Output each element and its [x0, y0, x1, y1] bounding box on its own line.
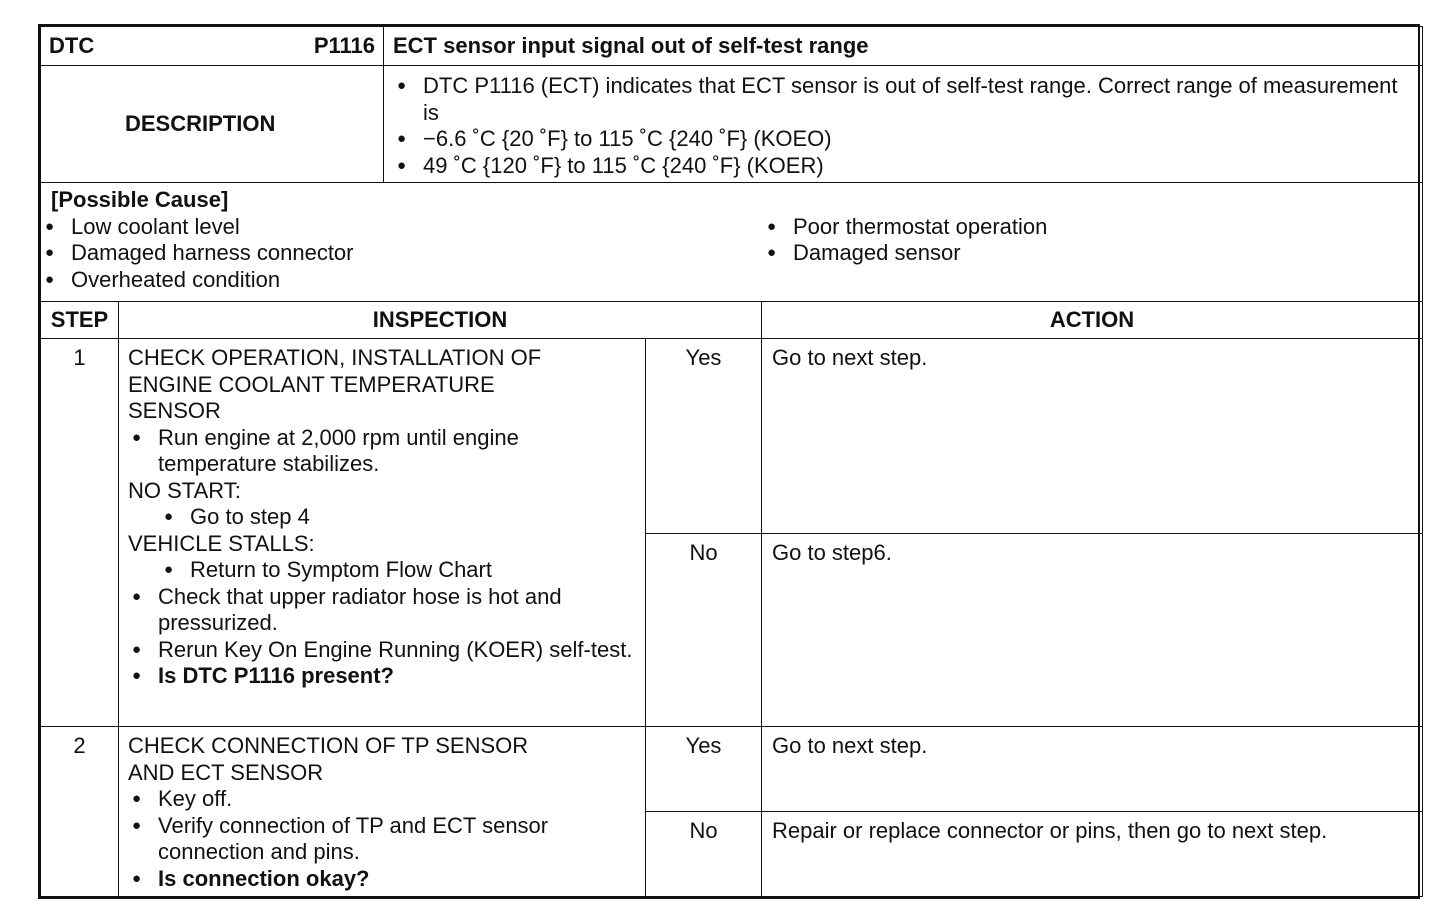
yes-label: Yes — [646, 339, 762, 534]
step-inspection-list — [128, 786, 637, 892]
step-title-line: AND ECT SENSOR — [128, 759, 324, 785]
description-item: ● DTC P1116 (ECT) indicates that ECT sensor is out of self-test range. Correct range of measurement is — [393, 73, 1414, 126]
inspection-item: ● Key off. — [128, 786, 637, 813]
inspection-subitem: ● Return to Symptom Flow Chart — [128, 557, 637, 584]
cause-item: ● Overheated condition — [41, 267, 763, 294]
step-inspection-list — [128, 425, 637, 478]
step-title-line: ENGINE COOLANT TEMPERATURE — [128, 371, 495, 397]
header-row — [41, 27, 1423, 66]
dtc-table — [40, 26, 1423, 897]
description-label: DESCRIPTION — [41, 66, 384, 183]
cause-item: ● Damaged sensor — [763, 240, 1414, 267]
no-label: No — [646, 812, 762, 897]
description-item: ● 49 ˚C {120 ˚F} to 115 ˚C {240 ˚F} (KOER) — [393, 153, 1414, 180]
dtc-id-cell — [41, 27, 384, 66]
inspection-question: ● Is DTC P1116 present? — [128, 663, 637, 690]
description-list — [393, 73, 1414, 179]
inspection-question: ● Is connection okay? — [128, 866, 637, 893]
dtc-sheet — [38, 24, 1420, 899]
step-row — [41, 339, 1423, 534]
inspection-item: ● Rerun Key On Engine Running (KOER) self-test. — [128, 637, 637, 664]
step-inspection — [119, 339, 646, 727]
step-title-line: SENSOR — [128, 398, 221, 423]
possible-cause-right-list — [763, 214, 1414, 294]
description-row — [41, 66, 1423, 183]
possible-cause-row — [41, 183, 1423, 302]
inspection-subheading: VEHICLE STALLS: — [128, 530, 315, 556]
column-header-row — [41, 302, 1423, 339]
inspection-subheading: NO START: — [128, 477, 241, 503]
step-inspection — [119, 727, 646, 897]
yes-label: Yes — [646, 727, 762, 812]
possible-cause-heading: [Possible Cause] — [51, 187, 229, 212]
inspection-sublist — [128, 504, 637, 531]
step-number: 2 — [41, 727, 119, 897]
yes-action: Go to next step. — [762, 339, 1423, 534]
description-content — [384, 66, 1423, 183]
dtc-code: P1116 — [313, 32, 375, 58]
step-title-line: CHECK OPERATION, INSTALLATION OF — [128, 345, 542, 370]
dtc-label: DTC — [49, 32, 95, 58]
inspection-item: ● Run engine at 2,000 rpm until engine temperature stabilizes. — [128, 425, 637, 478]
step-inspection-list — [128, 584, 637, 690]
step-title-line: CHECK CONNECTION OF TP SENSOR — [128, 733, 529, 758]
no-action: Repair or replace connector or pins, then go to next step. — [762, 812, 1423, 897]
inspection-item: ● Verify connection of TP and ECT sensor connection and pins. — [128, 813, 637, 866]
cause-item: ● Poor thermostat operation — [763, 214, 1414, 241]
dtc-title: ECT sensor input signal out of self-test range — [384, 27, 1423, 66]
column-header-step: STEP — [41, 302, 119, 339]
cause-item: ● Low coolant level — [41, 214, 763, 241]
inspection-item: ● Check that upper radiator hose is hot and pressurized. — [128, 584, 637, 637]
step-row — [41, 727, 1423, 812]
no-action: Go to step6. — [762, 534, 1423, 727]
column-header-inspection: INSPECTION — [119, 302, 762, 339]
yes-action: Go to next step. — [762, 727, 1423, 812]
possible-cause-cell — [41, 183, 1423, 302]
cause-item: ● Damaged harness connector — [41, 240, 763, 267]
no-label: No — [646, 534, 762, 727]
column-header-action: ACTION — [762, 302, 1423, 339]
inspection-subitem: ● Go to step 4 — [128, 504, 637, 531]
possible-cause-left-list — [41, 214, 763, 294]
step-number: 1 — [41, 339, 119, 727]
inspection-sublist — [128, 557, 637, 584]
description-item: ● −6.6 ˚C {20 ˚F} to 115 ˚C {240 ˚F} (KOEO) — [393, 126, 1414, 153]
